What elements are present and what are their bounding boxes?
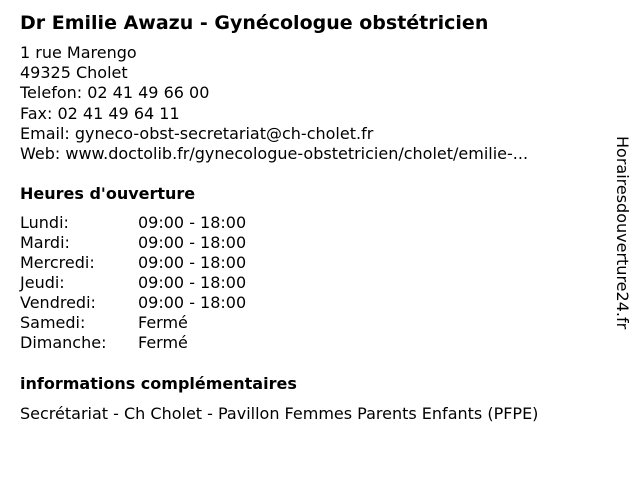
day-hours: 09:00 - 18:00 [138, 253, 247, 272]
day-label: Samedi: [20, 313, 86, 332]
day-hours: 09:00 - 18:00 [138, 293, 247, 312]
day-label: Mardi: [20, 233, 70, 252]
additional-info-heading: informations complémentaires [20, 374, 297, 393]
phone-number: Telefon: 02 41 49 66 00 [20, 83, 210, 103]
day-hours: Fermé [138, 313, 188, 332]
day-hours: 09:00 - 18:00 [138, 273, 247, 292]
site-watermark: Horairesdouverture24.fr [613, 136, 632, 330]
address-city: 49325 Cholet [20, 63, 128, 83]
page-title: Dr Emilie Awazu - Gynécologue obstétricien [20, 12, 489, 34]
opening-hours-heading: Heures d'ouverture [20, 184, 196, 203]
day-label: Dimanche: [20, 333, 107, 352]
day-label: Lundi: [20, 213, 69, 232]
address-street: 1 rue Marengo [20, 43, 137, 62]
website-url: Web: www.doctolib.fr/gynecologue-obstetricien/cholet/emilie-... [20, 143, 529, 163]
day-hours: 09:00 - 18:00 [138, 213, 247, 232]
day-label: Jeudi: [20, 273, 65, 292]
fax-number: Fax: 02 41 49 64 11 [20, 103, 180, 123]
email-address: Email: gyneco-obst-secretariat@ch-cholet.fr [20, 123, 374, 143]
day-hours: 09:00 - 18:00 [138, 233, 247, 252]
day-label: Vendredi: [20, 293, 96, 312]
day-hours: Fermé [138, 333, 188, 352]
additional-info-text: Secrétariat - Ch Cholet - Pavillon Femmes Parents Enfants (PFPE) [20, 404, 539, 423]
day-label: Mercredi: [20, 253, 95, 272]
contact-block [20, 43, 528, 164]
